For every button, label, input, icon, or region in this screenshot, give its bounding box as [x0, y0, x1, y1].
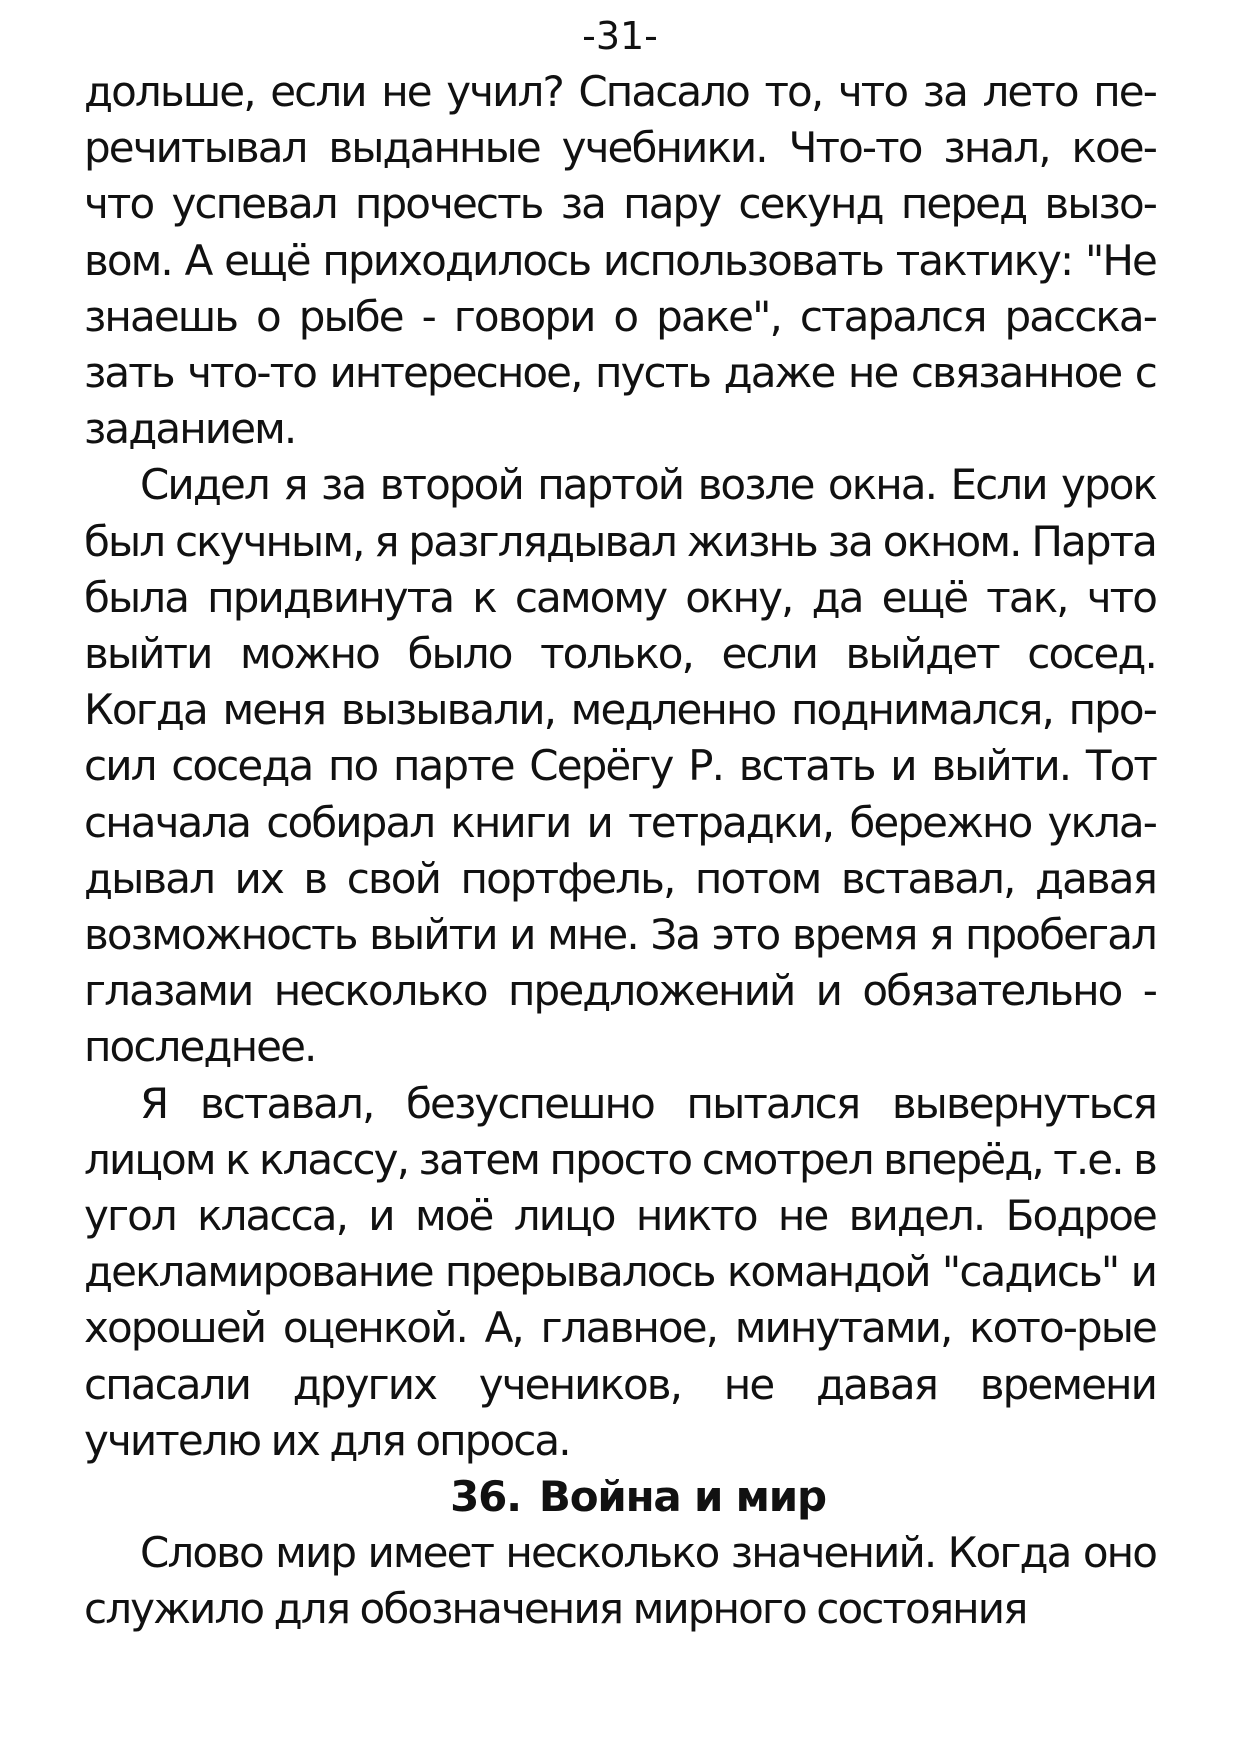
section-heading [84, 1469, 1156, 1525]
section-number: 36. [450, 1472, 521, 1522]
paragraph-desk: Сидел я за второй партой возле окна. Если урок был скучным, я разглядывал жизнь за окном. Парта была придвинута к самому окну, да ещё так, что выйти можно было только, если выйдет сосед. Когда меня вызывали, медленно поднимался, про-сил соседа по парте Серёгу Р. встать и выйти. Тот сначала собирал книги и тетрадки, бережно укла-дывал их в свой портфель, потом вставал, давая возможность выйти и мне. За это время я пробегал глазами несколько предложений и обязательно - последнее. [84, 460, 1156, 1072]
paragraph-standing: Я вставал, безуспешно пытался вывернуться лицом к классу, затем просто смотрел вперёд, т.е. в угол класса, и моё лицо никто не видел. Бодрое декламирование прерывалось командой "садись" и хорошей оценкой. А, главное, минутами, кото-рые спасали других учеников, не давая времени учителю их для опроса. [84, 1078, 1156, 1465]
paragraph-continued: дольше, если не учил? Спасало то, что за лето пе-речитывал выданные учебники. Что-то знал, кое-что успевал прочесть за пару секунд перед вызо-вом. А ещё приходилось использовать тактику: "Не знаешь о рыбе - говори о раке", старался расска-зать что-то интересное, пусть даже не связанное с заданием. [84, 67, 1156, 454]
section-title: Война и мир [538, 1472, 826, 1522]
document-page [84, 8, 1156, 1638]
section-paragraph: Слово мир имеет несколько значений. Когда оно служило для обозначения мирного состояния [84, 1528, 1156, 1634]
page-number: -31- [582, 14, 658, 58]
